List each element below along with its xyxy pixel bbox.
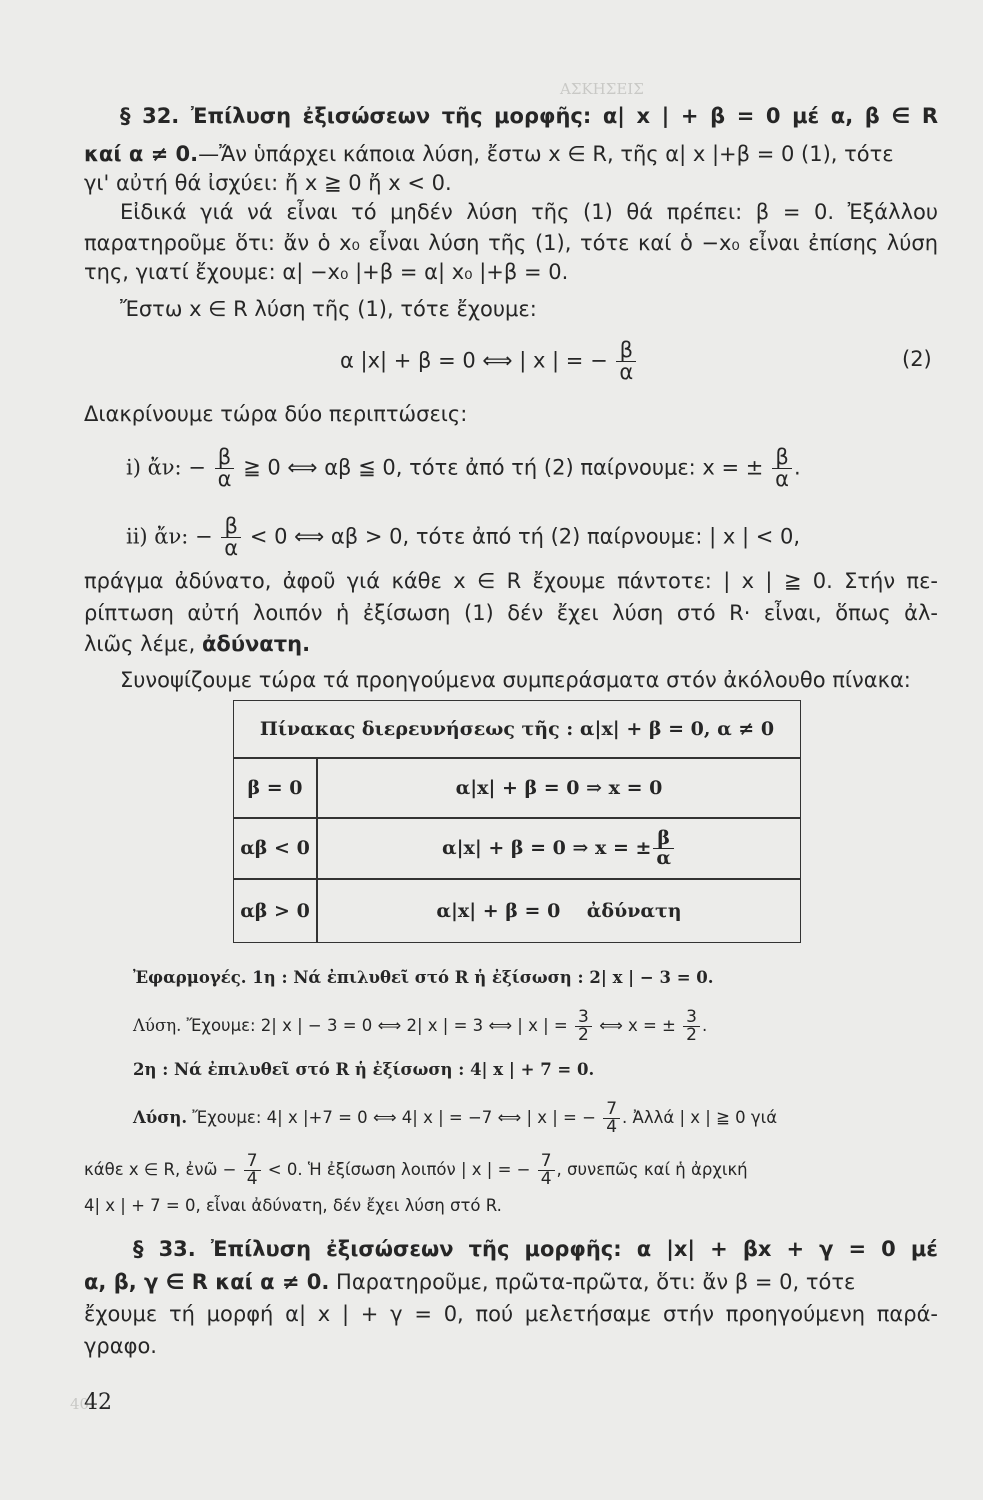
fraction-denominator: 2 [686, 1025, 697, 1045]
fraction-beta-alpha [653, 826, 674, 869]
solution-text: κάθε x ∈ R, ἐνῶ − [84, 1160, 237, 1179]
application-1-heading: Ἐφαρμογές. 1η : Νά ἐπιλυθεῖ στό R ἡ ἐξίσωση : 2| x | − 3 = 0. [133, 968, 714, 987]
fraction-beta-alpha [616, 340, 636, 383]
fraction-numerator: β [616, 340, 636, 362]
application-2-line3: 4| x | + 7 = 0, εἶναι ἀδύνατη, δέν ἔχει λύση στό R. [84, 1196, 502, 1215]
fraction-numerator: 3 [683, 1009, 700, 1027]
table-title: Πίνακας διερευνήσεως τῆς : α|x| + β = 0, α ≠ 0 [259, 718, 775, 740]
fraction-beta-alpha [772, 447, 792, 490]
bleed-through-text: ΑΣΚΗΣΕΙΣ [560, 80, 644, 98]
fraction-denominator: 4 [246, 1169, 258, 1189]
investigation-table [233, 700, 801, 943]
solution-text: . Ἀλλά | x | ≧ 0 γιά [622, 1108, 778, 1127]
fraction-beta-alpha [215, 447, 235, 490]
text-line-12: πράγμα ἀδύνατο, ἀφοῦ γιά κάθε x ∈ R ἔχουμε πάντοτε: | x | ≧ 0. Στήν πε- [84, 569, 938, 593]
application-2-heading: 2η : Νά ἐπιλυθεῖ στό R ἡ ἐξίσωση : 4| x | + 7 = 0. [133, 1060, 595, 1079]
fraction-7-4 [244, 1153, 261, 1188]
solution-text: , συνεπῶς καί ἡ ἀρχική [556, 1160, 748, 1179]
case-ii-text: < 0 ⟺ αβ > 0, τότε ἀπό τή (2) παίρνουμε: | x | < 0, [249, 524, 801, 549]
fraction-numerator: β [772, 447, 792, 469]
fraction-numerator: 7 [603, 1101, 620, 1119]
bleed-through-number: 40 [70, 1395, 90, 1413]
section-32-condition: καί α ≠ 0. [84, 142, 199, 166]
fraction-7-4 [603, 1101, 620, 1136]
text-line-14 [84, 631, 310, 657]
fraction-numerator: 7 [538, 1153, 555, 1171]
case-ii-prefix: ii) ἄν: − [126, 524, 213, 549]
section-33-line4: γραφο. [84, 1334, 157, 1358]
fraction-denominator: α [656, 846, 672, 869]
text-line-14-start: λιῶς λέμε, [84, 632, 202, 656]
fraction-denominator: 4 [540, 1169, 552, 1189]
fraction-denominator: 2 [577, 1025, 589, 1045]
case-ii [126, 516, 800, 559]
text-line-3: γι' αὐτή θά ἰσχύει: ἤ x ≧ 0 ἤ x < 0. [84, 171, 452, 195]
text-line-14-emphasis: ἀδύνατη. [201, 632, 311, 656]
text-line-9: Διακρίνουμε τώρα δύο περιπτώσεις: [84, 402, 468, 426]
solution-text: ⟺ x = ± [599, 1016, 676, 1035]
section-32-line2 [84, 141, 938, 167]
equation-2-tag: (2) [902, 347, 932, 371]
fraction-3-2 [575, 1009, 592, 1044]
section-32-title: § 32. Ἐπίλυση ἐξισώσεων τῆς μορφῆς: α| x | + β = 0 μέ α, β ∈ R [120, 104, 938, 128]
solution-text: < 0. Ἡ ἐξίσωση λοιπόν | x | = − [267, 1160, 531, 1179]
fraction-denominator: α [224, 536, 239, 560]
text-line-15: Συνοψίζουμε τώρα τά προηγούμενα συμπεράσματα στόν ἀκόλουθο πίνακα: [120, 668, 911, 692]
fraction-denominator: 4 [606, 1117, 618, 1137]
equation-2-left: α |x| + β = 0 ⟺ | x | = − [340, 348, 608, 373]
fraction-numerator: 7 [244, 1153, 261, 1171]
table-row-2-condition: αβ < 0 [240, 837, 310, 859]
case-i-prefix: i) ἄν: − [126, 455, 206, 480]
solution-end: . [701, 1016, 708, 1035]
text-line-5: παρατηροῦμε ὅτι: ἄν ὁ x₀ εἶναι λύση τῆς (1), τότε καί ὁ −x₀ εἶναι ἐπίσης λύση [84, 231, 938, 255]
text-line-4: Εἰδικά γιά νά εἶναι τό μηδέν λύση τῆς (1) θά πρέπει: β = 0. Ἐξάλλου [120, 200, 938, 224]
case-i [126, 447, 801, 490]
table-row-3-result: α|x| + β = 0 ἀδύνατη [436, 900, 682, 922]
page-number: 42 [84, 1390, 112, 1415]
fraction-numerator: β [215, 447, 235, 469]
fraction-denominator: α [619, 360, 634, 384]
table-row-1-result: α|x| + β = 0 ⇒ x = 0 [455, 777, 663, 799]
solution-label: Λύση. [133, 1108, 188, 1127]
section-33-line3: ἔχουμε τή μορφή α| x | + γ = 0, πού μελετήσαμε στήν προηγούμενη παρά- [84, 1302, 938, 1326]
table-row-2-result [318, 819, 800, 877]
solution-text: Ἔχουμε: 2| x | − 3 = 0 ⟺ 2| x | = 3 ⟺ | x | = [186, 1016, 568, 1035]
text-line-13: ρίπτωση αὐτή λοιπόν ἡ ἐξίσωση (1) δέν ἔχει λύση στό R· εἶναι, ὅπως ἀλ- [84, 601, 938, 625]
section-33-intro: Παρατηροῦμε, πρῶτα-πρῶτα, ὅτι: ἄν β = 0, τότε [329, 1270, 856, 1294]
fraction-denominator: α [775, 467, 789, 491]
section-33-line2 [84, 1269, 938, 1295]
text-line-6: της, γιατί ἔχουμε: α| −x₀ |+β = α| x₀ |+β = 0. [84, 260, 569, 284]
solution-text: Ἔχουμε: 4| x |+7 = 0 ⟺ 4| x | = −7 ⟺ | x | = − [192, 1108, 596, 1127]
section-33-title: § 33. Ἐπίλυση ἐξισώσεων τῆς μορφῆς: α |x| + βx + γ = 0 μέ [133, 1237, 938, 1261]
fraction-3-2 [683, 1009, 700, 1044]
fraction-numerator: 3 [575, 1009, 592, 1027]
table-row-3-condition: αβ > 0 [240, 900, 310, 922]
application-2-line2 [84, 1153, 748, 1188]
table-row-1-condition: β = 0 [247, 777, 303, 799]
table-row-2-result-text: α|x| + β = 0 ⇒ x = ± [441, 837, 652, 859]
case-i-text: ≧ 0 ⟺ αβ ≦ 0, τότε ἀπό τή (2) παίρνουμε: x = ± [243, 455, 764, 480]
application-2-solution [133, 1101, 777, 1136]
case-i-end: . [793, 455, 801, 480]
application-1-solution [133, 1009, 707, 1044]
fraction-denominator: α [217, 467, 232, 491]
fraction-numerator: β [221, 516, 241, 538]
section-33-condition: α, β, γ ∈ R καί α ≠ 0. [84, 1270, 330, 1294]
fraction-beta-alpha [221, 516, 241, 559]
fraction-numerator: β [653, 829, 674, 849]
equation-2 [340, 340, 638, 383]
text-line-7: Ἔστω x ∈ R λύση τῆς (1), τότε ἔχουμε: [120, 297, 537, 321]
section-32-intro: —Ἄν ὑπάρχει κάποια λύση, ἔστω x ∈ R, τῆς α| x |+β = 0 (1), τότε [198, 142, 894, 166]
solution-label: Λύση. [133, 1016, 182, 1035]
fraction-7-4 [538, 1153, 555, 1188]
